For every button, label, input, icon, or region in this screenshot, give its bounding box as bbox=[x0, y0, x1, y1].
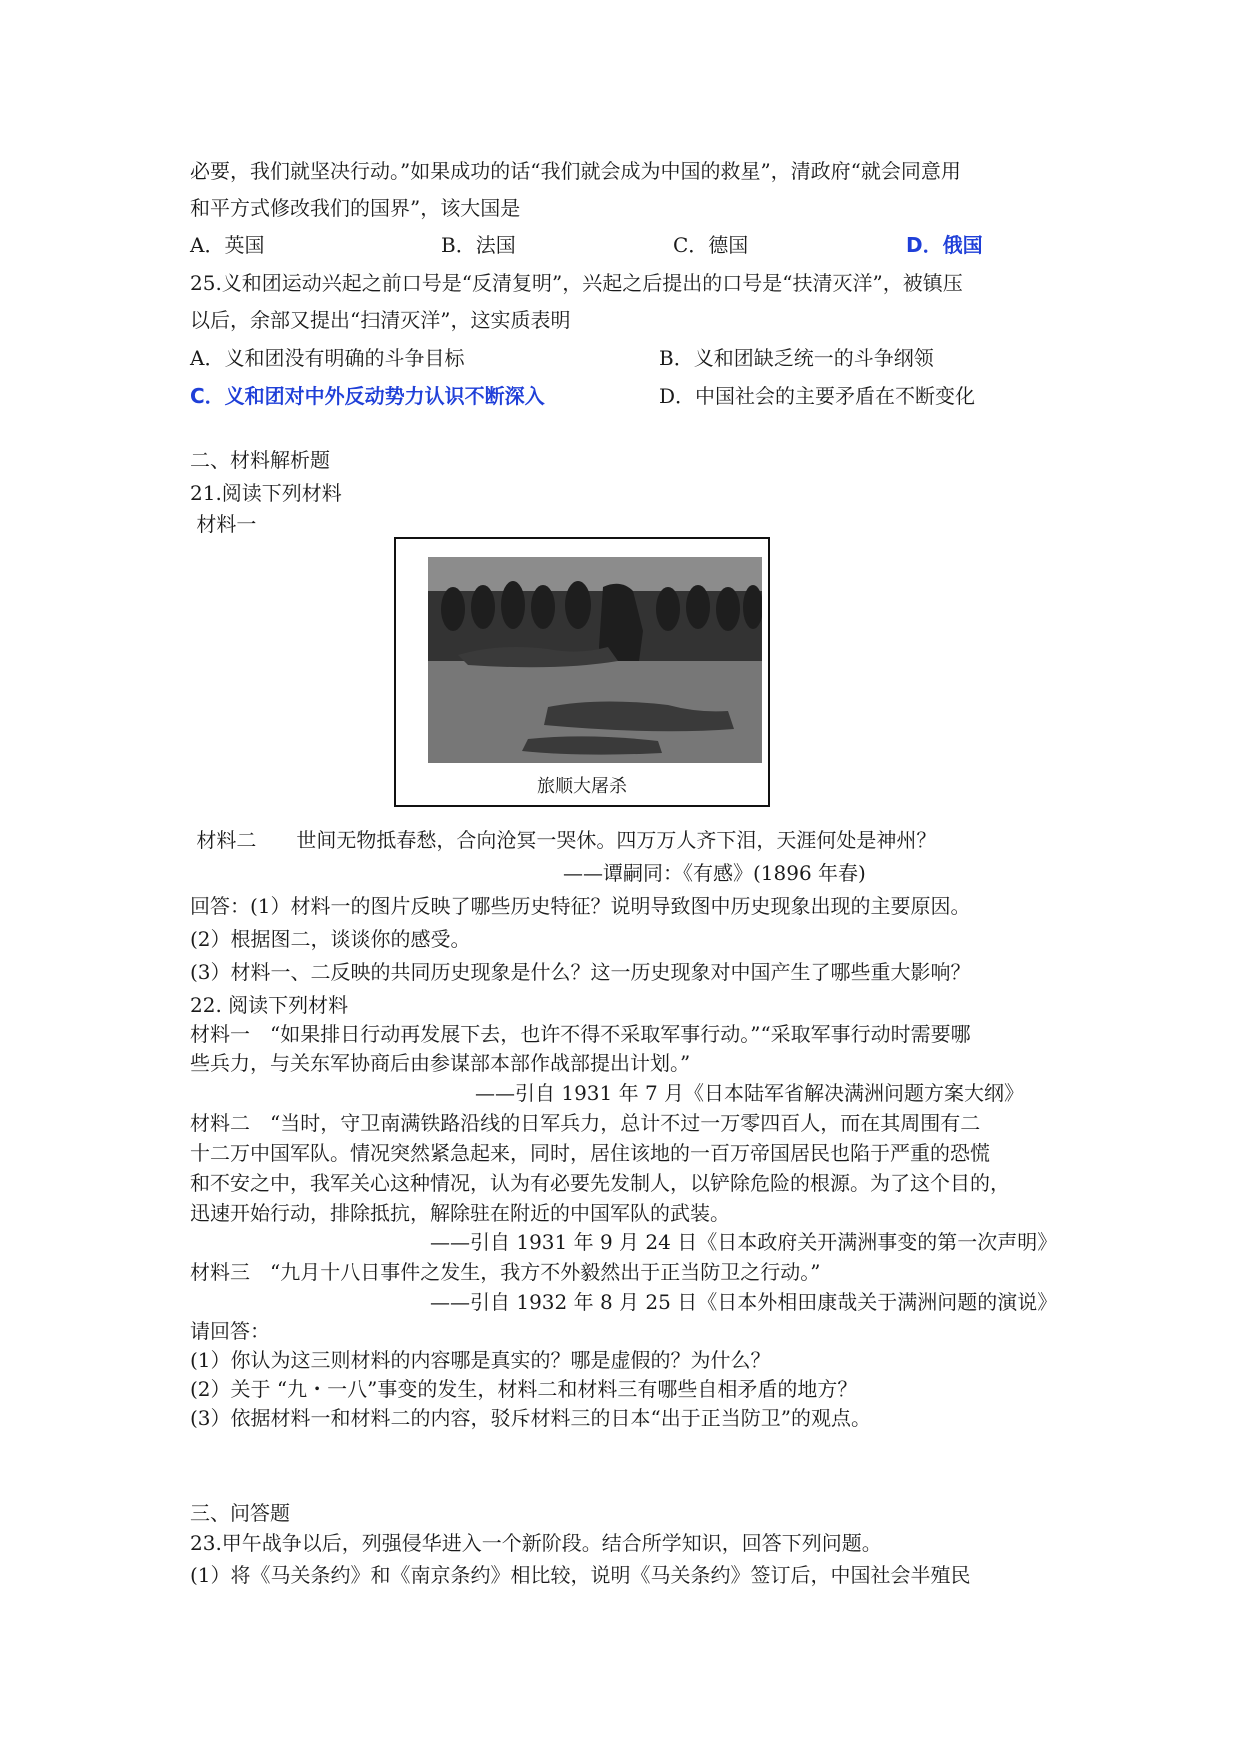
q22-material2-line2: 十二万中国军队。情况突然紧急起来，同时，居住该地的一百万帝国居民也陷于严重的恐慌 bbox=[190, 1141, 990, 1165]
q25-option-d: D．中国社会的主要矛盾在不断变化 bbox=[659, 384, 976, 408]
q22-question2: (2）关于 “九・一八”事变的发生，材料二和材料三有哪些自相矛盾的地方？ bbox=[190, 1377, 858, 1401]
q22-material3-source: ——引自 1932 年 8 月 25 日《日本外相田康哉关于满洲问题的演说》 bbox=[430, 1290, 1058, 1314]
q21-question2: (2）根据图二，谈谈你的感受。 bbox=[190, 927, 471, 951]
q22-material1-line2: 些兵力，与关东军协商后由参谋部本部作战部提出计划。” bbox=[190, 1051, 691, 1075]
q25-stem-line2: 以后，余部又提出“扫清灭洋”，这实质表明 bbox=[190, 308, 571, 332]
lushun-massacre-photo bbox=[428, 557, 762, 763]
q24-option-b: B．法国 bbox=[441, 233, 516, 257]
q22-material3: 材料三 “九月十八日事件之发生，我方不外毅然出于正当防卫之行动。” bbox=[190, 1260, 821, 1284]
section3-heading: 三、问答题 bbox=[190, 1501, 290, 1525]
q25-option-c-answer: C．义和团对中外反动势力认识不断深入 bbox=[190, 384, 545, 408]
q24-option-a: A．英国 bbox=[190, 233, 265, 257]
q22-material2-line4: 迅速开始行动，排除抵抗，解除驻在附近的中国军队的武装。 bbox=[190, 1201, 730, 1225]
q22-material1-line1: 材料一 “如果排日行动再发展下去，也许不得不采取军事行动。”“采取军事行动时需要哪 bbox=[190, 1022, 971, 1046]
q23-stem: 23.甲午战争以后，列强侵华进入一个新阶段。结合所学知识，回答下列问题。 bbox=[190, 1531, 882, 1555]
q21-material1-label: 材料一 bbox=[190, 512, 257, 536]
photo-frame bbox=[394, 537, 770, 807]
q25-option-a: A．义和团没有明确的斗争目标 bbox=[190, 346, 465, 370]
q22-material2-source: ——引自 1931 年 9 月 24 日《日本政府关开满洲事变的第一次声明》 bbox=[430, 1230, 1058, 1254]
q22-title: 22. 阅读下列材料 bbox=[190, 993, 349, 1017]
q22-question1: (1）你认为这三则材料的内容哪是真实的？哪是虚假的？为什么？ bbox=[190, 1348, 771, 1372]
q22-material2-line1: 材料二 “当时，守卫南满铁路沿线的日军兵力，总计不过一万零四百人，而在其周围有二 bbox=[190, 1111, 981, 1135]
q25-stem-line1: 25.义和团运动兴起之前口号是“反清复明”，兴起之后提出的口号是“扶清灭洋”，被镇压 bbox=[190, 271, 963, 295]
q22-material1-source: ——引自 1931 年 7 月《日本陆军省解决满洲问题方案大纲》 bbox=[475, 1081, 1025, 1105]
q21-question1: 回答：(1）材料一的图片反映了哪些历史特征？说明导致图中历史现象出现的主要原因。 bbox=[190, 894, 971, 918]
q22-ask: 请回答： bbox=[190, 1319, 270, 1343]
q23-question1: (1）将《马关条约》和《南京条约》相比较，说明《马关条约》签订后，中国社会半殖民 bbox=[190, 1563, 971, 1587]
section2-heading: 二、材料解析题 bbox=[190, 448, 330, 472]
q21-material2-source: ——谭嗣同：《有感》(1896 年春) bbox=[563, 861, 866, 885]
q24-stem-line1: 必要，我们就坚决行动。”如果成功的话“我们就会成为中国的救星”，清政府“就会同意用 bbox=[190, 159, 961, 183]
q21-title: 21.阅读下列材料 bbox=[190, 481, 342, 505]
q22-material2-line3: 和不安之中，我军关心这种情况，认为有必要先发制人，以铲除危险的根源。为了这个目的， bbox=[190, 1171, 1010, 1195]
q22-question3: (3）依据材料一和材料二的内容，驳斥材料三的日本“出于正当防卫”的观点。 bbox=[190, 1406, 871, 1430]
q21-question3: (3）材料一、二反映的共同历史现象是什么？这一历史现象对中国产生了哪些重大影响？ bbox=[190, 960, 971, 984]
q24-option-d-answer: D．俄国 bbox=[906, 233, 983, 257]
q25-option-b: B．义和团缺乏统一的斗争纲领 bbox=[659, 346, 934, 370]
photo-caption: 旅顺大屠杀 bbox=[537, 776, 627, 797]
q21-material2: 材料二 世间无物抵春愁，合向沧冥一哭休。四万万人齐下泪，天涯何处是神州？ bbox=[190, 828, 937, 852]
q24-stem-line2: 和平方式修改我们的国界”，该大国是 bbox=[190, 196, 521, 220]
q24-option-c: C．德国 bbox=[673, 233, 749, 257]
